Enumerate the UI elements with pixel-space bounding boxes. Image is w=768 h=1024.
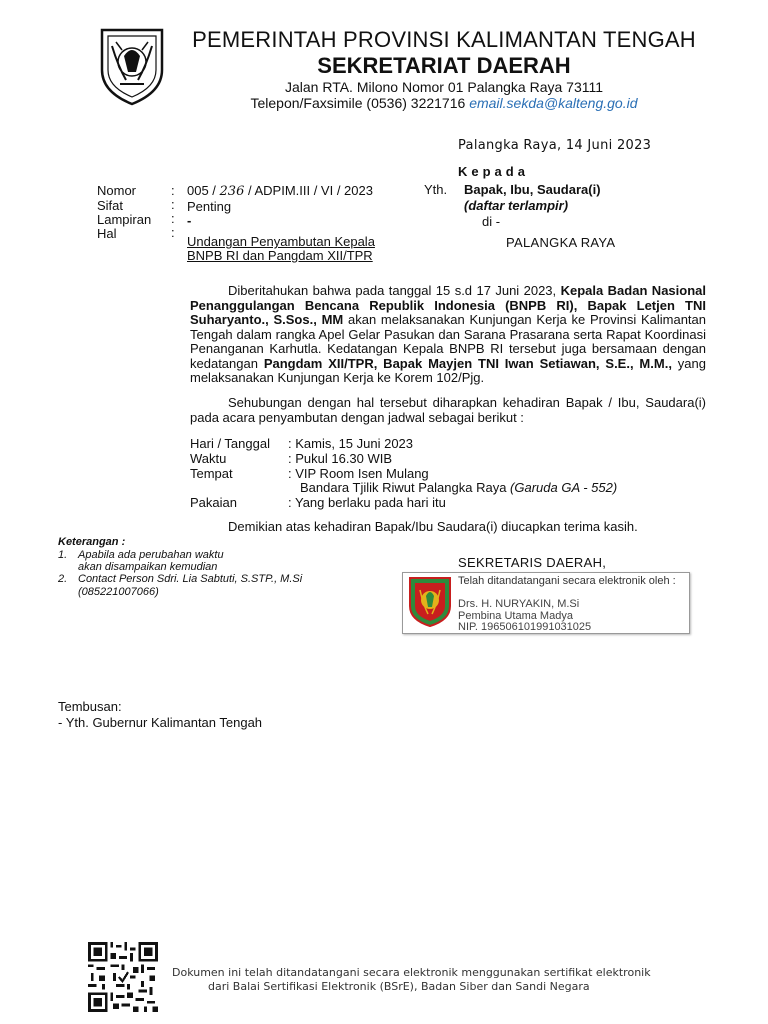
p2-text: Sehubungan dengan hal tersebut diharapkan kehadiran Bapak / Ibu, Saudara(i) pada acara penyambutan dengan jadwal sebagai berikut : — [190, 395, 706, 425]
keterangan-item-2-line2: (085221007066) — [78, 586, 159, 598]
recipient-di: di - — [482, 214, 501, 229]
nomor-suffix: / ADPIM.III / VI / 2023 — [244, 183, 373, 198]
qr-code-icon — [88, 942, 158, 1012]
yth-label: Yth. — [424, 182, 448, 197]
schedule-place-value: : VIP Room Isen Mulang — [288, 466, 429, 481]
p1-text-a: Diberitahukan bahwa pada tanggal 15 s.d 17 Juni 2023, — [228, 283, 561, 298]
keterangan-item-1-num: 1. — [58, 549, 68, 561]
sifat-colon: : — [171, 197, 175, 212]
place-date: Palangka Raya, 14 Juni 2023 — [458, 138, 652, 153]
kepada-label: Kepada — [458, 164, 529, 179]
schedule-dress-label: Pakaian — [190, 495, 237, 510]
schedule-time-label: Waktu — [190, 451, 227, 466]
nomor-colon: : — [171, 183, 175, 198]
government-name: PEMERINTAH PROVINSI KALIMANTAN TENGAH — [192, 27, 696, 52]
hal-value-line1: Undangan Penyambutan Kepala — [187, 234, 375, 249]
keterangan-title: Keterangan : — [58, 536, 126, 548]
schedule-dress-value: : Yang berlaku pada hari itu — [288, 495, 446, 510]
nomor-handwritten: 236 — [219, 184, 245, 199]
bsre-line-2: dari Balai Sertifikasi Elektronik (BSrE), Badan Siber dan Sandi Negara — [208, 980, 590, 993]
schedule-flight: (Garuda GA - 552) — [510, 480, 618, 495]
hal-colon: : — [171, 225, 175, 240]
hal-label: Hal — [97, 226, 117, 241]
keterangan-item-2-num: 2. — [58, 573, 68, 585]
signer-name: Drs. H. NURYAKIN, M.Si — [458, 598, 580, 610]
signed-note: Telah ditandatangani secara elektronik oleh : — [458, 575, 676, 587]
signatory-title: SEKRETARIS DAERAH, — [458, 555, 607, 570]
nomor-label: Nomor — [97, 183, 137, 198]
schedule-time-value: : Pukul 16.30 WIB — [288, 451, 393, 466]
lampiran-value: - — [187, 213, 192, 228]
hal-value-line2: BNPB RI dan Pangdam XII/TPR — [187, 248, 373, 263]
recipient-city: PALANGKA RAYA — [506, 235, 616, 250]
schedule-day-label: Hari / Tanggal — [190, 436, 270, 451]
office-email[interactable]: email.sekda@kalteng.go.id — [469, 95, 638, 111]
recipient-note: (daftar terlampir) — [464, 198, 569, 213]
body-paragraph-2 — [190, 396, 706, 425]
keterangan-item-1-line1: Apabila ada perubahan waktu — [78, 549, 224, 561]
office-address: Jalan RTA. Milono Nomor 01 Palangka Raya 73111 — [284, 79, 604, 95]
nomor-value — [187, 183, 373, 199]
schedule-day-value: : Kamis, 15 Juni 2023 — [288, 436, 414, 451]
keterangan-item-2-line1: Contact Person Sdri. Lia Sabtuti, S.STP., M.Si — [78, 573, 303, 585]
tembusan-item: - Yth. Gubernur Kalimantan Tengah — [58, 715, 263, 730]
p1-bnpb-head: Kepala Badan Nasional Penanggulangan Bencana Republik Indonesia (BNPB RI), Bapak Letjen TNI Suharyanto., S.Sos., MM — [190, 283, 706, 327]
tembusan-title: Tembusan: — [58, 699, 122, 714]
sifat-value: Penting — [187, 199, 232, 214]
office-name: SEKRETARIAT DAERAH — [317, 53, 571, 78]
p1-text-c: akan melaksanakan Kunjungan Kerja ke Provinsi Kalimantan Tengah dalam rangka Apel Gelar Pasukan dan Sarana Prasarana serta Rapat Koordinasi Penanganan Karhutla. Kedatangan Kepala BNPB RI tersebut juga bersamaan dengan kedatangan — [190, 312, 706, 371]
lampiran-label: Lampiran — [97, 212, 152, 227]
schedule-airport: Bandara Tjilik Riwut Palangka Raya — [300, 480, 511, 495]
bsre-footer-note — [172, 966, 762, 994]
signer-nip: NIP. 196506101991031025 — [458, 621, 592, 633]
bsre-line-1: Dokumen ini telah ditandatangani secara elektronik menggunakan sertifikat elektronik — [172, 966, 651, 979]
lampiran-colon: : — [171, 211, 175, 226]
schedule-place-label: Tempat — [190, 466, 233, 481]
p1-pangdam: Pangdam XII/TPR, Bapak Mayjen TNI Iwan Setiawan, S.E., M.M., — [263, 355, 672, 371]
kalteng-emblem-icon — [408, 576, 452, 628]
office-phone: Telepon/Faxsimile (0536) 3221716 — [250, 95, 466, 111]
keterangan-item-1-line2: akan disampaikan kemudian — [78, 561, 218, 573]
sifat-label: Sifat — [97, 198, 124, 213]
office-contact — [60, 95, 768, 111]
signer-rank: Pembina Utama Madya — [458, 610, 573, 622]
recipient-name: Bapak, Ibu, Saudara(i) — [464, 182, 601, 197]
schedule-place-value-2 — [300, 480, 617, 495]
closing-sentence: Demikian atas kehadiran Bapak/Ibu Saudara(i) diucapkan terima kasih. — [228, 519, 638, 534]
p1-text-e: yang melaksanakan Kunjungan Kerja ke Korem 102/Pjg. — [190, 355, 706, 385]
nomor-prefix: 005 / — [187, 183, 220, 198]
body-paragraph-1 — [190, 284, 706, 386]
